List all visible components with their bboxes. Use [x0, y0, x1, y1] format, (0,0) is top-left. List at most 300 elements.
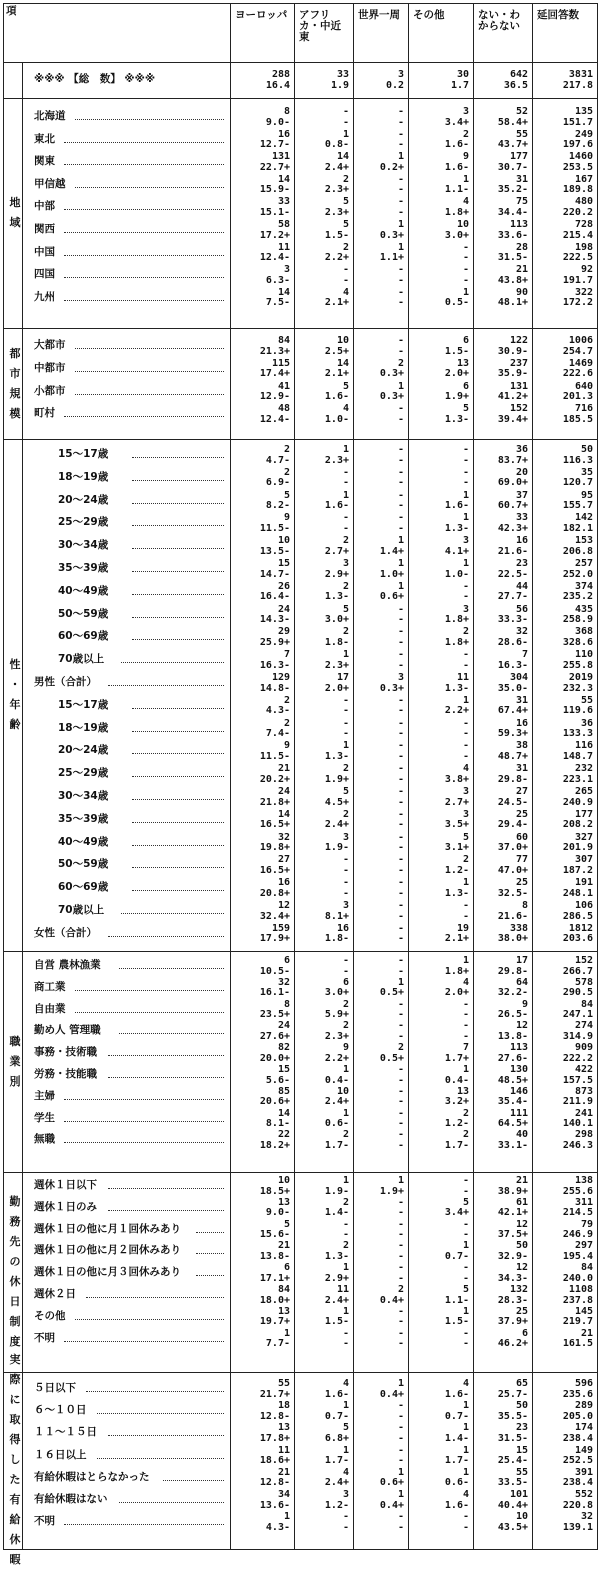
row-value: - - [462, 264, 469, 286]
row-value: 84 247.1 [562, 998, 593, 1021]
row-value: 1 0.6+ [379, 1466, 404, 1489]
row-value: 5 1.1- [444, 1284, 469, 1306]
row-value: 1 1.3- [324, 740, 349, 762]
row-divider [4, 62, 597, 63]
row-value: 2 0.4+ [379, 1284, 404, 1306]
row-value: 26 16.4- [259, 580, 290, 603]
row-value: 1 0.5- [444, 286, 469, 309]
row-label: 主婦 [34, 1089, 55, 1102]
row-label: 15～17歳 [58, 698, 109, 711]
row-value: - - [397, 763, 404, 785]
row-value: 38 48.7+ [497, 740, 528, 762]
row-value: - - [397, 877, 404, 899]
row-value: 1 0.6+ [379, 580, 404, 603]
row-value: 2 1.2- [444, 854, 469, 876]
total-value: 642 36.5 [503, 69, 528, 91]
total-value: 288 16.4 [265, 69, 290, 91]
row-value: 1 1.3- [444, 512, 469, 534]
row-value: 24 21.8+ [259, 786, 290, 808]
row-value: 35 120.7 [562, 466, 593, 489]
row-value: 12 34.3- [497, 1262, 528, 1284]
row-value: 3 4.1+ [444, 535, 469, 557]
column-header: ない・わからない [478, 9, 520, 32]
row-value: 15 25.4- [497, 1444, 528, 1467]
row-value: 25 37.9+ [497, 1305, 528, 1328]
row-value: 298 246.3 [562, 1129, 593, 1151]
row-value: 129 14.8- [259, 672, 290, 694]
row-label: 50～59歳 [58, 607, 109, 620]
row-value: 5 6.8+ [324, 1422, 349, 1444]
row-value: - - [397, 1240, 404, 1262]
row-value: 79 246.9 [562, 1218, 593, 1241]
row-value: 14 7.5- [265, 286, 290, 309]
row-value: 2 2.3+ [324, 173, 349, 196]
row-value: - - [462, 649, 469, 671]
row-value: 14 2.4+ [324, 151, 349, 173]
row-value: 1 1.8+ [444, 955, 469, 977]
row-value: 2 4.7- [265, 444, 290, 466]
row-divider [4, 1172, 597, 1173]
row-value: 3 6.3- [265, 264, 290, 286]
row-label: 東北 [34, 132, 55, 145]
row-value: 12 13.8- [497, 1020, 528, 1042]
row-value: - - [462, 998, 469, 1021]
row-value: - - [397, 694, 404, 717]
row-label: 自営 農林漁業 [34, 959, 101, 971]
row-value: 728 215.4 [562, 219, 593, 241]
row-value: 1469 222.6 [562, 357, 593, 380]
row-label: 中国 [34, 245, 55, 258]
leader-dots [132, 548, 224, 549]
row-value: 1 1.4- [444, 1422, 469, 1444]
leader-dots [64, 1099, 224, 1100]
row-value: 2 1.2- [444, 1107, 469, 1130]
leader-dots [86, 1391, 224, 1392]
row-label: 商工業 [34, 980, 66, 993]
row-value: 2 1.3- [324, 1240, 349, 1262]
row-value: 50 35.5- [497, 1400, 528, 1422]
row-value: - - [397, 196, 404, 218]
row-label: 女性（合計） [34, 926, 97, 939]
leader-dots [132, 480, 224, 481]
row-value: - - [397, 831, 404, 854]
row-value: - - [462, 900, 469, 922]
row-label: 25～29歳 [58, 767, 109, 780]
row-value: 16 12.7- [259, 128, 290, 151]
row-value: 21 12.8- [259, 1466, 290, 1489]
row-value: 18 12.8- [259, 1400, 290, 1422]
row-value: - - [397, 335, 404, 357]
row-value: 21 43.8+ [497, 264, 528, 286]
row-value: 37 60.7+ [497, 489, 528, 512]
leader-dots [75, 371, 224, 372]
row-label: 30～34歳 [58, 539, 109, 552]
row-value: 2 1.7- [444, 1129, 469, 1151]
row-label: 町村 [34, 407, 55, 420]
section-label: 実 際 に 取 得 し た 有 給 休 暇 [9, 1353, 21, 1566]
row-value: 5 1.5- [324, 219, 349, 241]
row-value: - - [397, 998, 404, 1021]
leader-dots [64, 277, 224, 278]
leader-dots [132, 457, 224, 458]
row-value: 27 16.5+ [259, 854, 290, 876]
leader-dots [132, 867, 224, 868]
row-value: 55 119.6 [562, 694, 593, 717]
row-value: 177 208.2 [562, 808, 593, 831]
row-value: 1108 237.8 [562, 1284, 593, 1306]
row-value: 31 29.8- [497, 763, 528, 785]
row-value: 9 11.5- [259, 740, 290, 762]
row-value: 7 1.7+ [444, 1042, 469, 1064]
row-value: 237 35.9- [497, 357, 528, 380]
row-label: 週休１日の他に月１回休みあり [34, 1222, 181, 1235]
row-value: 10 3.0+ [444, 219, 469, 241]
row-label: 18～19歳 [58, 721, 109, 734]
row-value: - - [397, 1422, 404, 1444]
leader-dots [119, 1502, 224, 1503]
section-label: 職 業 別 [9, 1034, 21, 1088]
row-value: 1 4.3- [265, 1511, 290, 1533]
row-label: 週休１日の他に月３回休みあり [34, 1266, 181, 1279]
row-label: １６日以上 [34, 1448, 87, 1461]
row-value: 56 33.3- [497, 603, 528, 626]
row-value: 1 2.9+ [324, 1262, 349, 1284]
row-label: 自由業 [34, 1002, 66, 1015]
row-value: 152 266.7 [562, 955, 593, 977]
row-value: 4 2.4+ [324, 1466, 349, 1489]
column-divider [408, 4, 409, 1549]
leader-dots [196, 1253, 224, 1254]
row-value: 50 116.3 [562, 444, 593, 466]
row-value: 11 2.4+ [324, 1284, 349, 1306]
leader-dots [64, 1121, 224, 1122]
row-label: 勤め人 管理職 [34, 1024, 101, 1037]
row-value: - - [462, 1175, 469, 1197]
row-value: 15 14.7- [259, 558, 290, 580]
row-value: 338 38.0+ [497, 922, 528, 945]
row-label: 18～19歳 [58, 470, 109, 483]
row-value: 422 157.5 [562, 1064, 593, 1086]
row-label: 中都市 [34, 361, 66, 374]
row-value: 198 222.5 [562, 241, 593, 264]
row-value: 16 59.3+ [497, 717, 528, 740]
row-value: 95 155.7 [562, 489, 593, 512]
row-value: 58 17.2+ [259, 219, 290, 241]
row-value: 33 15.1- [259, 196, 290, 218]
row-value: - - [342, 717, 349, 740]
row-value: 2 1.3- [324, 580, 349, 603]
row-value: 159 17.9+ [259, 922, 290, 945]
row-value: 21 20.2+ [259, 763, 290, 785]
row-value: - - [397, 466, 404, 489]
row-label: 20～24歳 [58, 493, 109, 506]
leader-dots [75, 394, 224, 395]
row-label: 甲信越 [34, 177, 66, 190]
section-label: 地 域 [9, 196, 21, 229]
leader-dots [132, 776, 224, 777]
row-value: - - [462, 241, 469, 264]
row-value: 25 32.5- [497, 877, 528, 899]
row-label: 60～69歳 [58, 630, 109, 643]
row-value: - - [462, 444, 469, 466]
row-value: 232 223.1 [562, 763, 593, 785]
row-label: その他 [34, 1309, 66, 1322]
row-value: 10 18.5+ [259, 1175, 290, 1197]
row-label: ６～１０日 [34, 1404, 87, 1417]
row-value: 17 29.8- [497, 955, 528, 977]
row-value: 75 34.4- [497, 196, 528, 218]
row-value: - - [342, 1218, 349, 1241]
row-value: - - [342, 264, 349, 286]
row-value: - - [397, 512, 404, 534]
row-label: 不明 [34, 1331, 55, 1344]
row-value: 34 13.6- [259, 1489, 290, 1511]
leader-dots [132, 890, 224, 891]
row-value: 265 240.9 [562, 786, 593, 808]
row-divider [4, 1372, 597, 1373]
row-label: 事務・技術職 [34, 1046, 97, 1059]
row-value: 21 161.5 [562, 1327, 593, 1350]
row-value: - - [462, 717, 469, 740]
leader-dots [64, 1142, 224, 1143]
row-value: 14 2.1+ [324, 357, 349, 380]
leader-dots [132, 525, 224, 526]
row-value: 142 182.1 [562, 512, 593, 534]
row-label: 中部 [34, 200, 55, 213]
row-value: - - [462, 1218, 469, 1241]
row-value: 552 220.8 [562, 1489, 593, 1511]
corner-label: 項 [6, 5, 17, 17]
leader-dots [196, 1275, 224, 1276]
row-value: 1 1.6- [444, 489, 469, 512]
row-value: 65 25.7- [497, 1378, 528, 1400]
row-value: 640 201.3 [562, 380, 593, 403]
row-value: - - [397, 717, 404, 740]
row-value: 3 3.5+ [444, 808, 469, 831]
row-label: 15～17歳 [58, 448, 109, 460]
row-value: 106 286.5 [562, 900, 593, 922]
row-value: 2 1.8- [324, 626, 349, 648]
row-label: 週休１日のみ [34, 1200, 97, 1213]
row-value: 327 201.9 [562, 831, 593, 854]
row-value: 3 1.9- [324, 831, 349, 854]
row-value: 52 58.4+ [497, 106, 528, 128]
row-value: 24 14.3- [259, 603, 290, 626]
row-value: 1 0.8- [324, 128, 349, 151]
row-value: 77 47.0+ [497, 854, 528, 876]
row-value: 2 1.4- [324, 1196, 349, 1219]
row-value: - - [397, 1218, 404, 1241]
row-value: 5 8.2- [265, 489, 290, 512]
row-value: - - [397, 1107, 404, 1130]
row-value: - - [397, 603, 404, 626]
row-divider [4, 98, 597, 99]
row-value: 31 67.4+ [497, 694, 528, 717]
leader-dots [132, 822, 224, 823]
row-value: 14 15.9- [259, 173, 290, 196]
row-label: ５日以下 [34, 1382, 76, 1394]
row-value: 2 7.4- [265, 717, 290, 740]
row-value: - - [342, 1511, 349, 1533]
leader-dots [64, 164, 224, 165]
row-value: 909 222.2 [562, 1042, 593, 1064]
row-value: 578 290.5 [562, 976, 593, 999]
row-value: - - [397, 1400, 404, 1422]
row-value: 1460 253.5 [562, 151, 593, 173]
total-value: 3 0.2 [385, 69, 404, 91]
row-value: 130 48.5+ [497, 1064, 528, 1086]
row-value: 1 0.7- [324, 1400, 349, 1422]
row-value: 4 2.0+ [444, 976, 469, 999]
row-value: 1 7.7- [265, 1327, 290, 1350]
row-value: 2 4.3- [265, 694, 290, 717]
row-value: 1 1.6- [324, 489, 349, 512]
row-value: 5 3.4+ [444, 1196, 469, 1219]
leader-dots [108, 936, 224, 937]
row-value: - - [342, 106, 349, 128]
row-value: 17 2.0+ [324, 672, 349, 694]
row-value: 257 252.0 [562, 558, 593, 580]
row-value: - - [397, 1064, 404, 1086]
row-value: 1 1.1+ [379, 241, 404, 264]
row-value: 241 140.1 [562, 1107, 593, 1130]
row-value: 2 2.7+ [324, 535, 349, 557]
row-value: 32 139.1 [562, 1511, 593, 1533]
leader-dots [132, 639, 224, 640]
row-value: 2 0.3+ [379, 357, 404, 380]
row-value: 6 17.1+ [259, 1262, 290, 1284]
row-value: - - [397, 1196, 404, 1219]
total-label: ※※※ 【総 数】 ※※※ [34, 73, 156, 85]
row-value: 8 9.0- [265, 106, 290, 128]
row-value: 36 83.7+ [497, 444, 528, 466]
row-value: 21 38.9+ [497, 1175, 528, 1197]
row-label: 40～49歳 [58, 584, 109, 597]
row-label: 関東 [34, 155, 55, 168]
leader-dots [64, 416, 224, 417]
row-value: 480 220.2 [562, 196, 593, 218]
leader-dots [86, 1297, 224, 1298]
row-value: - - [397, 1511, 404, 1533]
row-value: 32 28.6- [497, 626, 528, 648]
row-value: 11 1.3- [444, 672, 469, 694]
row-value: 10 2.4+ [324, 1085, 349, 1108]
row-value: 116 148.7 [562, 740, 593, 762]
row-value: 3 1.2- [324, 1489, 349, 1511]
row-value: 113 33.6- [497, 219, 528, 241]
leader-dots [163, 1480, 224, 1481]
row-label: 60～69歳 [58, 881, 109, 894]
row-value: - - [397, 173, 404, 196]
leader-dots [75, 990, 224, 991]
row-value: - - [397, 1305, 404, 1328]
row-divider [4, 328, 597, 329]
row-value: 55 21.7+ [259, 1378, 290, 1400]
row-value: 6 3.0+ [324, 976, 349, 999]
row-value: - - [462, 1020, 469, 1042]
row-value: 16 20.8+ [259, 877, 290, 899]
row-value: 1 1.4+ [379, 535, 404, 557]
leader-dots [132, 799, 224, 800]
row-value: 29 25.9+ [259, 626, 290, 648]
row-label: 大都市 [34, 339, 66, 351]
row-value: 1 0.6- [444, 1466, 469, 1489]
row-value: 14 16.5+ [259, 808, 290, 831]
leader-dots [75, 348, 224, 349]
row-value: 13 2.0+ [444, 357, 469, 380]
leader-dots [108, 1188, 224, 1189]
row-value: 2019 232.3 [562, 672, 593, 694]
row-value: 1 0.4- [324, 1064, 349, 1086]
row-value: - - [397, 854, 404, 876]
row-value: 5 1.3- [444, 403, 469, 425]
total-value: 30 1.7 [450, 69, 469, 91]
row-value: 391 238.4 [562, 1466, 593, 1489]
row-value: 135 151.7 [562, 106, 593, 128]
row-value: - - [397, 1262, 404, 1284]
row-value: 1 0.3+ [379, 219, 404, 241]
leader-dots [64, 1341, 224, 1342]
row-value: 131 22.7+ [259, 151, 290, 173]
column-header: その他 [413, 9, 445, 21]
total-value: 33 1.9 [330, 69, 349, 91]
row-value: 1 1.9+ [379, 1175, 404, 1197]
row-value: - - [397, 128, 404, 151]
row-label: 20～24歳 [58, 744, 109, 757]
row-value: 5 4.5+ [324, 786, 349, 808]
row-value: 9 11.5- [259, 512, 290, 534]
row-value: 1 1.3- [444, 877, 469, 899]
leader-dots [64, 255, 224, 256]
row-value: 149 252.5 [562, 1444, 593, 1467]
row-value: - - [462, 1262, 469, 1284]
row-value: 2 6.9- [265, 466, 290, 489]
row-value: 1 1.5- [324, 1305, 349, 1328]
leader-dots [64, 209, 224, 210]
row-value: 132 28.3- [497, 1284, 528, 1306]
row-value: 2 2.4+ [324, 808, 349, 831]
row-value: 4 1.8+ [444, 196, 469, 218]
row-value: - - [397, 1020, 404, 1042]
row-value: 33 42.3+ [497, 512, 528, 534]
row-value: - - [342, 512, 349, 534]
row-value: 5 3.1+ [444, 831, 469, 854]
row-label: 70歳以上 [58, 653, 105, 666]
row-label: 労務・技能職 [34, 1068, 97, 1080]
column-divider [532, 4, 533, 1549]
row-label: 週休２日 [34, 1288, 76, 1300]
row-value: 3 2.7+ [444, 786, 469, 808]
row-value: 3 1.8+ [444, 603, 469, 626]
row-value: - - [342, 955, 349, 977]
row-label: 不明 [34, 1515, 55, 1528]
row-value: 14 8.1- [265, 1107, 290, 1130]
leader-dots [119, 968, 224, 969]
row-value: - - [397, 286, 404, 309]
row-value: 1006 254.7 [562, 335, 593, 357]
row-value: 11 12.4- [259, 241, 290, 264]
row-value: 113 27.6- [497, 1042, 528, 1064]
row-value: 5 3.0+ [324, 603, 349, 626]
row-value: 435 258.9 [562, 603, 593, 626]
row-value: 13 19.7+ [259, 1305, 290, 1328]
row-value: 85 20.6+ [259, 1085, 290, 1108]
row-value: - - [342, 854, 349, 876]
row-value: 12 32.4+ [259, 900, 290, 922]
row-value: 274 314.9 [562, 1020, 593, 1042]
row-value: 22 18.2+ [259, 1129, 290, 1151]
row-value: 20 69.0+ [497, 466, 528, 489]
